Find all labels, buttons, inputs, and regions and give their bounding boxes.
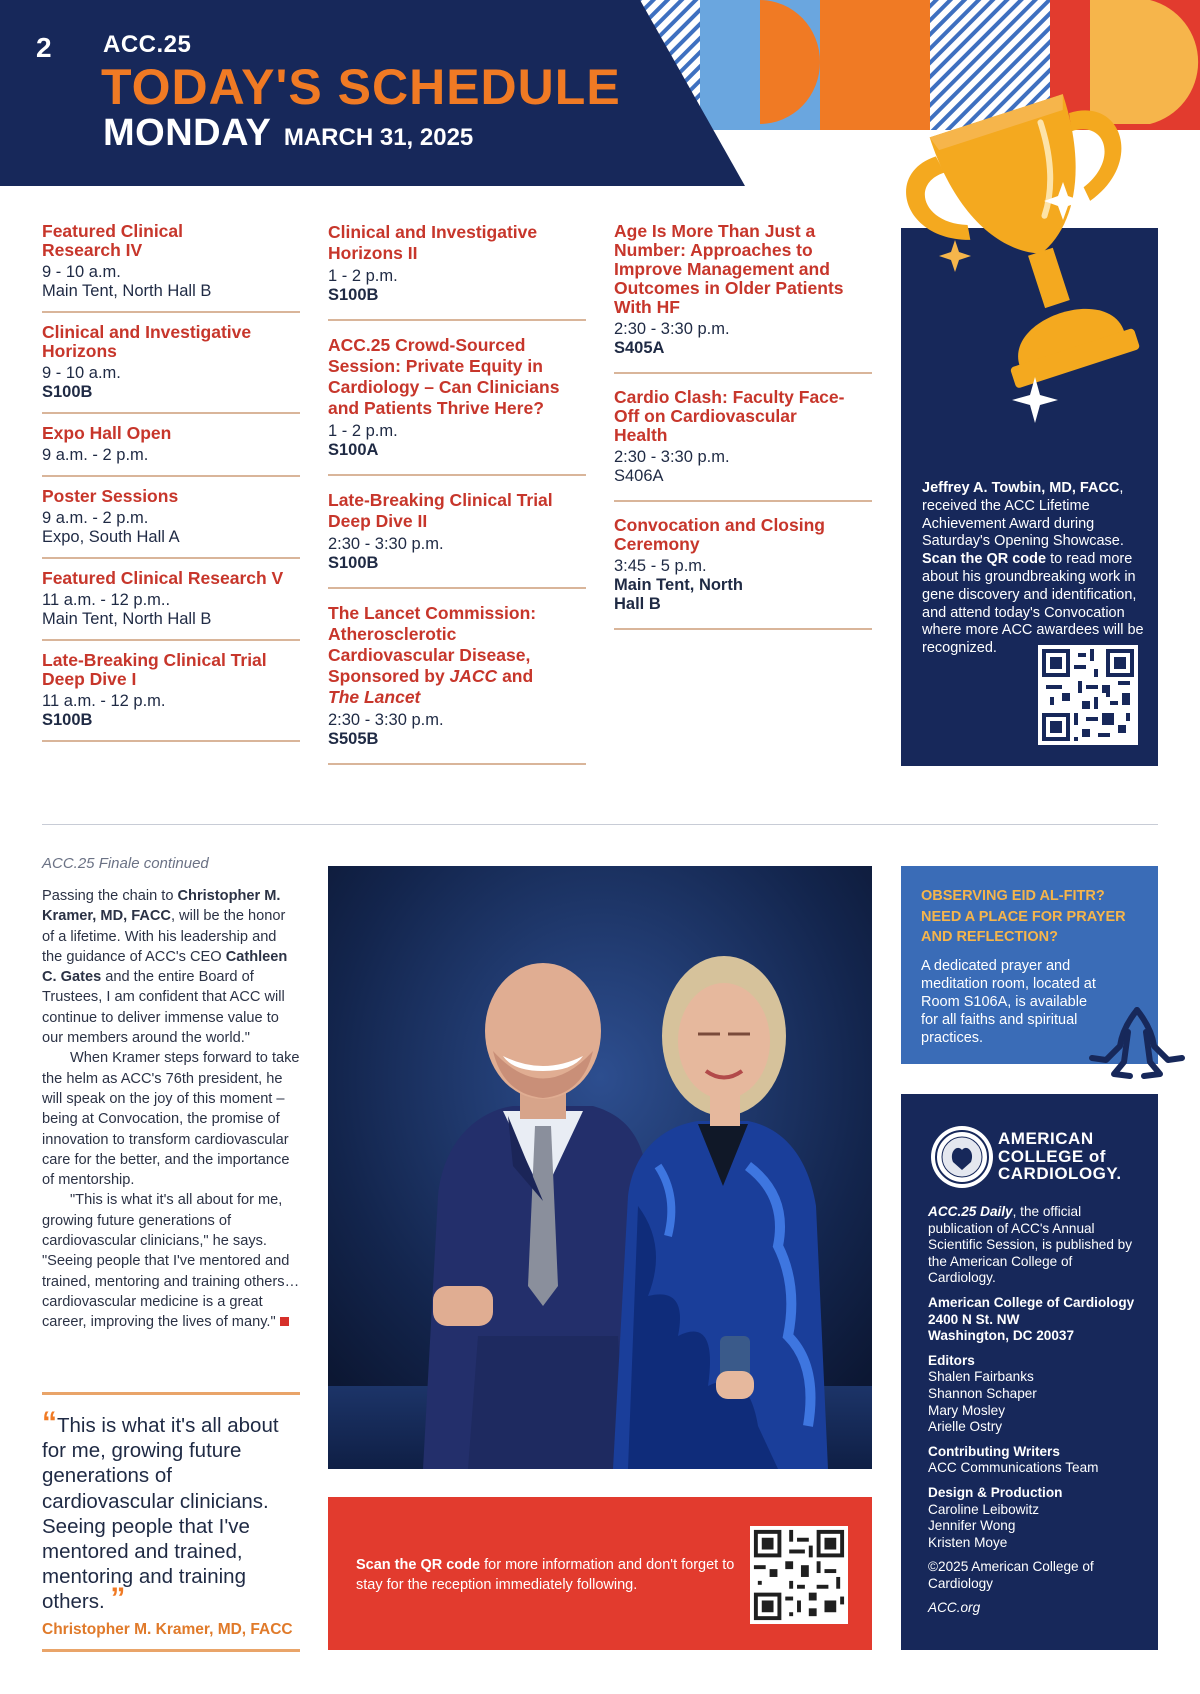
award-text: [922, 480, 1144, 658]
article-paragraph: When Kramer steps forward to take the helm as ACC's 76th president, he will speak on the joy of this moment – being at Convocation, the promise of innovation to transform cardiovascular care for the better, and the importance of mentorship.: [42, 1050, 300, 1189]
editor-name: Arielle Ostry: [928, 1419, 1003, 1435]
date-line: [103, 112, 473, 155]
masthead: [901, 1094, 1158, 1650]
person-name: Christopher M. Kramer, MD, FACC: [42, 888, 281, 925]
design-block: [928, 1485, 1143, 1551]
journal-name: The Lancet: [328, 687, 421, 707]
photo-illustration: [328, 866, 872, 1469]
day-label: MONDAY: [103, 112, 272, 154]
article-continued-label: ACC.25 Finale continued: [42, 855, 209, 872]
session-location: S505B: [328, 730, 379, 748]
copyright: ©2025 American College of Cardiology: [928, 1559, 1094, 1591]
session-location: Main Tent, North Hall B: [614, 576, 743, 613]
schedule-item: [328, 490, 586, 589]
award-text-part: , received the ACC Lifetime Achievement Award during Saturday's Opening Showcase.: [922, 480, 1124, 550]
session-time: 2:30 - 3:30 p.m.: [328, 535, 444, 553]
session-title: Convocation and Closing Ceremony: [614, 515, 825, 554]
session-title: Late-Breaking Clinical Trial Deep Dive I: [42, 650, 267, 689]
design-label: Design & Production: [928, 1484, 1063, 1500]
writers-name: ACC Communications Team: [928, 1460, 1099, 1476]
schedule-item: [42, 651, 300, 742]
schedule-column-2: [328, 222, 586, 775]
schedule-item: [42, 569, 300, 641]
photo: [328, 866, 872, 1469]
writers-label: Contributing Writers: [928, 1443, 1060, 1459]
quote-attribution: Christopher M. Kramer, MD, FACC: [42, 1620, 293, 1638]
editor-name: Shalen Fairbanks: [928, 1369, 1034, 1385]
close-quote-icon: ”: [110, 1582, 126, 1616]
session-title: Clinical and Investigative Horizons II: [328, 222, 538, 263]
session-time: 1 - 2 p.m.: [328, 267, 398, 285]
editors-block: [928, 1353, 1143, 1436]
publication-text: , the official publication of ACC's Annual Scientific Session, is published by the American College of Cardiology.: [928, 1204, 1133, 1286]
session-title: Featured Clinical Research V: [42, 568, 284, 588]
session-title: Age Is More Than Just a Number: Approaches to Improve Management and Outcomes in Older Patients With HF: [614, 221, 844, 317]
end-mark-icon: [280, 1317, 289, 1326]
session-location: S406A: [614, 467, 664, 485]
organization-name: American College of Cardiology: [928, 1294, 1135, 1310]
designer-name: Kristen Moye: [928, 1534, 1008, 1550]
schedule-item: [328, 603, 586, 765]
session-time: 9 a.m. - 2 p.m.: [42, 509, 149, 527]
open-quote-icon: “: [42, 1406, 57, 1439]
session-location: Main Tent, North Hall B: [42, 282, 212, 300]
article-text: "This is what it's all about for me, growing future generations of cardiovascular clinicians," he says. "Seeing people that I've mentored and trained, mentoring and training others…cardiovascular medicine is a great career, improving the lives of many.": [42, 1192, 300, 1331]
session-time: 2:30 - 3:30 p.m.: [614, 448, 730, 466]
session-time: 11 a.m. - 12 p.m.: [42, 692, 166, 710]
designer-name: Caroline Leibowitz: [928, 1501, 1040, 1517]
editor-name: Shannon Schaper: [928, 1385, 1037, 1401]
session-title-text: and: [497, 666, 534, 686]
quote-text: This is what it's all about for me, growing future generations of cardiovascular clinicians. Seeing people that I've mentored and trained, mentoring and training others.: [42, 1414, 279, 1614]
logo-line: COLLEGE of: [998, 1146, 1106, 1166]
session-title: Clinical and Investigative Horizons: [42, 322, 252, 361]
session-location: S100A: [328, 441, 379, 459]
session-title: Featured Clinical Research IV: [42, 221, 184, 260]
session-time: 9 - 10 a.m.: [42, 364, 121, 382]
session-title: Poster Sessions: [42, 486, 179, 506]
session-location: Expo, South Hall A: [42, 528, 180, 546]
session-title: Expo Hall Open: [42, 423, 172, 443]
reception-qr-box: [328, 1497, 872, 1650]
session-location: Main Tent, North Hall B: [42, 610, 212, 628]
reception-text: [356, 1555, 736, 1595]
publication-info: [928, 1204, 1143, 1287]
section-divider: [42, 824, 1158, 825]
schedule-item: [328, 335, 586, 476]
session-time: 3:45 - 5 p.m.: [614, 557, 707, 575]
session-time: 11 a.m. - 12 p.m..: [42, 591, 171, 609]
publication-title: ACC.25 Daily: [928, 1204, 1013, 1219]
address-block: [928, 1295, 1143, 1345]
event-label: ACC.25: [103, 31, 192, 58]
journal-name: JACC: [449, 666, 498, 686]
awardee-name: Jeffrey A. Towbin, MD, FACC: [922, 480, 1120, 496]
session-title: [328, 603, 543, 708]
article-text: and the entire Board of Trustees, I am confident that ACC will continue to deliver immense value to our members around the world.": [42, 969, 285, 1047]
acc-seal-logo: [929, 1124, 995, 1190]
session-title: Cardio Clash: Faculty Face-Off on Cardiovascular Health: [614, 387, 845, 445]
pull-quote-text: [42, 1406, 300, 1616]
session-time: 9 a.m. - 2 p.m.: [42, 446, 149, 464]
person-name: Cathleen C. Gates: [42, 948, 288, 986]
schedule-item: [328, 222, 586, 321]
schedule-item: [42, 424, 300, 477]
article-text: Passing the chain to: [42, 888, 178, 904]
schedule-item: [42, 222, 300, 313]
session-location: S100B: [42, 711, 93, 729]
page-number: 2: [36, 32, 52, 63]
session-location: S100B: [42, 383, 93, 401]
pull-quote: [42, 1392, 300, 1652]
session-location: S405A: [614, 339, 665, 357]
writers-block: [928, 1444, 1143, 1477]
reception-message: for more information and don't forget to stay for the reception immediately following.: [356, 1557, 735, 1593]
address-line: 2400 N St. NW: [928, 1311, 1020, 1327]
date-label: MARCH 31, 2025: [283, 124, 474, 151]
qr-code-icon: [750, 1526, 848, 1624]
article-text: , will be the honor of a lifetime. With his leadership and the guidance of ACC's CEO: [42, 908, 286, 965]
trophy-icon: [875, 72, 1185, 432]
logo-line: AMERICAN: [998, 1129, 1094, 1148]
schedule-column-1: [42, 222, 300, 752]
scan-qr-label: Scan the QR code: [922, 551, 1047, 568]
session-location: S100B: [328, 286, 379, 304]
page-title: TODAY'S SCHEDULE: [101, 59, 621, 115]
article-paragraph: [42, 1190, 300, 1332]
schedule-item: [614, 516, 872, 630]
schedule-item: [42, 487, 300, 559]
session-title-text: The Lancet Commission: Atherosclerotic Cardiovascular Disease, Sponsored by: [328, 603, 537, 686]
schedule-item: [614, 388, 872, 502]
schedule-item: [614, 222, 872, 374]
website-link[interactable]: ACC.org: [928, 1600, 981, 1616]
address-line: Washington, DC 20037: [928, 1328, 1075, 1344]
article-paragraph: [42, 886, 300, 1048]
session-time: 2:30 - 3:30 p.m.: [614, 320, 730, 338]
award-text-part: to read more about his groundbreaking work in gene discovery and identification, and attend today's Convocation where more ACC awardees will be recognized.: [922, 551, 1144, 657]
logo-line: CARDIOLOGY.: [998, 1164, 1122, 1183]
schedule-item: [42, 323, 300, 414]
editor-name: Mary Mosley: [928, 1402, 1006, 1418]
acc-logo-text: [998, 1130, 1122, 1183]
award-qr-code[interactable]: [1038, 645, 1138, 745]
reception-qr-code[interactable]: [750, 1526, 848, 1624]
session-title: ACC.25 Crowd-Sourced Session: Private Equity in Cardiology – Can Clinicians and Patients Thrive Here?: [328, 335, 560, 418]
session-location: S100B: [328, 554, 379, 572]
masthead-body: [928, 1204, 1143, 1617]
designer-name: Jennifer Wong: [928, 1518, 1016, 1534]
praying-hands-icon: [1084, 1002, 1190, 1080]
editors-label: Editors: [928, 1352, 975, 1368]
eid-title: OBSERVING EID AL-FITR? NEED A PLACE FOR PRAYER AND REFLECTION?: [921, 888, 1126, 945]
qr-code-icon: [1038, 645, 1138, 745]
schedule-column-3: [614, 222, 872, 640]
session-title: Late-Breaking Clinical Trial Deep Dive II: [328, 490, 553, 531]
session-time: 1 - 2 p.m.: [328, 422, 398, 440]
scan-qr-label: Scan the QR code: [356, 1557, 481, 1573]
eid-body: A dedicated prayer and meditation room, located at Room S106A, is available for all faiths and spiritual practices.: [921, 958, 1096, 1046]
session-time: 2:30 - 3:30 p.m.: [328, 711, 444, 729]
article-body: [42, 886, 300, 1333]
session-time: 9 - 10 a.m.: [42, 263, 121, 281]
